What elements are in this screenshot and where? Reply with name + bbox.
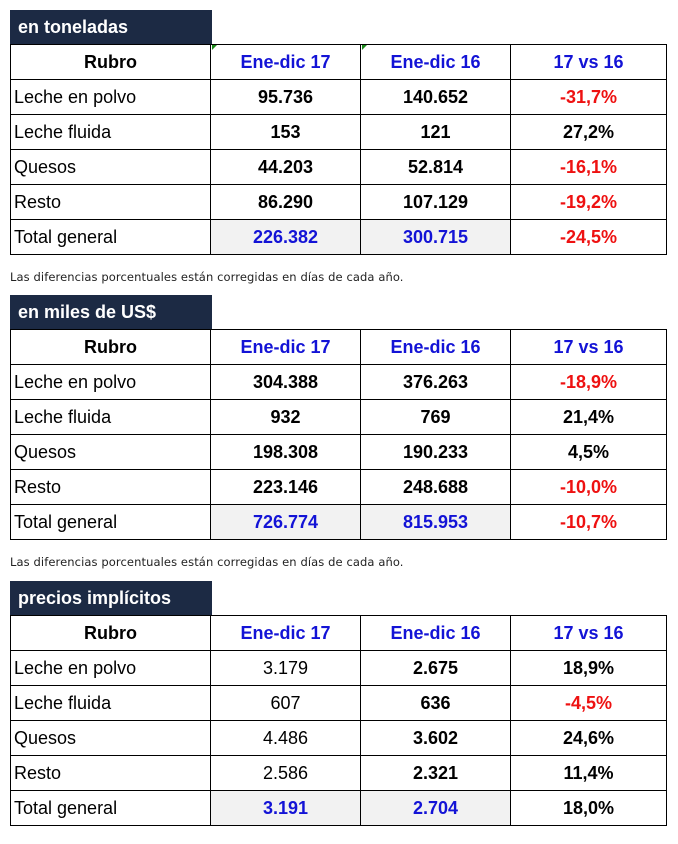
table-row [11,756,667,791]
value-cell: 198.308 [211,435,361,470]
row-label: Leche fluida [11,115,211,150]
value-cell: 3.602 [361,721,511,756]
table-title: precios implícitos [10,581,212,615]
table-title: en miles de US$ [10,295,212,329]
value-cell: 2.586 [211,756,361,791]
value-cell: 121 [361,115,511,150]
total-value-cell: 300.715 [361,220,511,255]
column-header-diff: 17 vs 16 [511,330,667,365]
table-row [11,651,667,686]
diff-cell: -10,0% [511,470,667,505]
value-cell: 304.388 [211,365,361,400]
column-header-period-16: Ene-dic 16 [361,45,511,80]
diff-cell: 18,9% [511,651,667,686]
table-row [11,365,667,400]
value-cell: 2.675 [361,651,511,686]
row-label: Leche en polvo [11,365,211,400]
diff-cell: -10,7% [511,505,667,540]
table-header-row [11,45,667,80]
row-label: Leche en polvo [11,80,211,115]
table-row [11,115,667,150]
row-label: Resto [11,470,211,505]
column-header-period-17: Ene-dic 17 [211,330,361,365]
column-header-rubro: Rubro [11,330,211,365]
value-cell: 932 [211,400,361,435]
table-header-row [11,616,667,651]
table-total-row [11,220,667,255]
data-table [10,615,667,826]
value-cell: 52.814 [361,150,511,185]
row-label: Total general [11,505,211,540]
row-label: Quesos [11,721,211,756]
table-row [11,400,667,435]
row-label: Leche fluida [11,400,211,435]
table-row [11,80,667,115]
table-row [11,686,667,721]
column-header-period-16: Ene-dic 16 [361,616,511,651]
diff-cell: -19,2% [511,185,667,220]
column-header-period-17: Ene-dic 17 [211,616,361,651]
footnote: Las diferencias porcentuales están corregidas en días de cada año. [10,555,404,569]
diff-cell: 18,0% [511,791,667,826]
value-cell: 140.652 [361,80,511,115]
column-header-period-17: Ene-dic 17 [211,45,361,80]
diff-cell: -18,9% [511,365,667,400]
diff-cell: -4,5% [511,686,667,721]
row-label: Quesos [11,150,211,185]
table-header-row [11,330,667,365]
diff-cell: -24,5% [511,220,667,255]
row-label: Leche en polvo [11,651,211,686]
row-label: Total general [11,220,211,255]
row-label: Quesos [11,435,211,470]
data-table [10,44,667,255]
column-header-diff: 17 vs 16 [511,616,667,651]
value-cell: 769 [361,400,511,435]
table-row [11,435,667,470]
total-value-cell: 2.704 [361,791,511,826]
column-header-rubro: Rubro [11,616,211,651]
column-header-rubro: Rubro [11,45,211,80]
total-value-cell: 3.191 [211,791,361,826]
table-row [11,150,667,185]
value-cell: 3.179 [211,651,361,686]
row-label: Total general [11,791,211,826]
value-cell: 248.688 [361,470,511,505]
total-value-cell: 226.382 [211,220,361,255]
value-cell: 376.263 [361,365,511,400]
value-cell: 95.736 [211,80,361,115]
diff-cell: 11,4% [511,756,667,791]
table-row [11,721,667,756]
value-cell: 607 [211,686,361,721]
diff-cell: 24,6% [511,721,667,756]
table-total-row [11,791,667,826]
value-cell: 44.203 [211,150,361,185]
diff-cell: 4,5% [511,435,667,470]
value-cell: 636 [361,686,511,721]
row-label: Resto [11,756,211,791]
diff-cell: -16,1% [511,150,667,185]
value-cell: 107.129 [361,185,511,220]
value-cell: 86.290 [211,185,361,220]
row-label: Leche fluida [11,686,211,721]
total-value-cell: 815.953 [361,505,511,540]
value-cell: 190.233 [361,435,511,470]
value-cell: 4.486 [211,721,361,756]
table-total-row [11,505,667,540]
table-row [11,470,667,505]
value-cell: 2.321 [361,756,511,791]
total-value-cell: 726.774 [211,505,361,540]
diff-cell: 21,4% [511,400,667,435]
table-row [11,185,667,220]
diff-cell: 27,2% [511,115,667,150]
value-cell: 223.146 [211,470,361,505]
value-cell: 153 [211,115,361,150]
column-header-period-16: Ene-dic 16 [361,330,511,365]
diff-cell: -31,7% [511,80,667,115]
table-title: en toneladas [10,10,212,44]
data-table [10,329,667,540]
column-header-diff: 17 vs 16 [511,45,667,80]
row-label: Resto [11,185,211,220]
footnote: Las diferencias porcentuales están corregidas en días de cada año. [10,270,404,284]
